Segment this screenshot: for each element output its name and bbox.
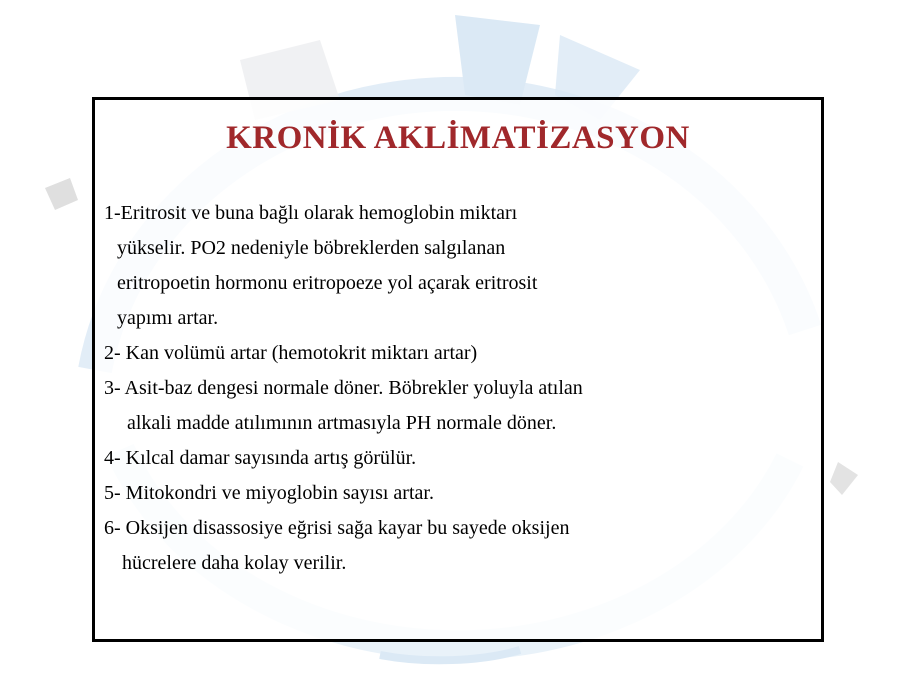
content-box	[92, 97, 824, 642]
list-item-3-line-1: 3- Asit-baz dengesi normale döner. Böbrekler yoluyla atılan	[104, 377, 583, 399]
list-item-1-line-2: yükselir. PO2 nedeniyle böbreklerden salgılanan	[117, 237, 506, 259]
list-item-2: 2- Kan volümü artar (hemotokrit miktarı artar)	[104, 342, 478, 364]
list-item-5: 5- Mitokondri ve miyoglobin sayısı artar.	[104, 482, 434, 504]
list-item-4: 4- Kılcal damar sayısında artış görülür.	[104, 447, 417, 469]
document-title: KRONİK AKLİMATİZASYON	[226, 120, 690, 156]
list-item-3-line-2: alkali madde atılımının artmasıyla PH normale döner.	[127, 412, 557, 434]
list-item-6-line-1: 6- Oksijen disassosiye eğrisi sağa kayar bu sayede oksijen	[104, 517, 570, 539]
list-item-1-line-3: eritropoetin hormonu eritropoeze yol açarak eritrosit	[117, 272, 538, 294]
list-item-1-line-4: yapımı artar.	[117, 307, 219, 329]
list-item-6-line-2: hücrelere daha kolay verilir.	[122, 552, 347, 574]
list-item-1-line-1: 1-Eritrosit ve buna bağlı olarak hemoglobin miktarı	[104, 202, 518, 224]
